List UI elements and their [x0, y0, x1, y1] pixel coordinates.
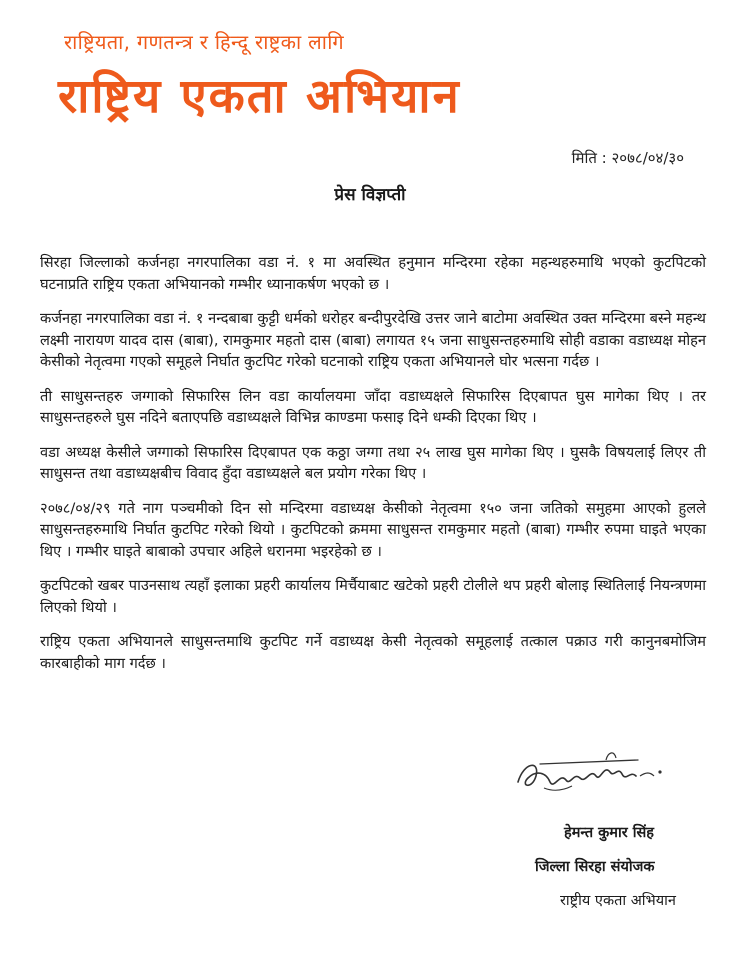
body-paragraph-1: सिरहा जिल्लाको कर्जनहा नगरपालिका वडा नं. १ मा अवस्थित हनुमान मन्दिरमा रहेका महन्थहरुमाथि भएको कुटपिटको घटनाप्रति राष्ट्रिय एकता अभियानको गम्भीर ध्यानाकर्षण भएको छ । [40, 254, 706, 293]
body-paragraph-6: कुटपिटको खबर पाउनसाथ त्यहाँ इलाका प्रहरी कार्यालय मिर्चैयाबाट खटेको प्रहरी टोलीले थप प्रहरी बोलाइ स्थितिलाई नियन्त्रणमा लिएको थियो । [40, 577, 706, 616]
header-slogan: राष्ट्रियता, गणतन्त्र र हिन्दू राष्ट्रका लागि [64, 30, 344, 54]
press-release-heading: प्रेस विज्ञप्ती [334, 185, 406, 205]
body-paragraph-5: २०७८/०४/२९ गते नाग पञ्चमीको दिन सो मन्दिरमा वडाध्यक्ष केसीको नेतृत्वमा १५० जना जतिको समुहमा आएको हुलले साधुसन्तहरुमाथि निर्घात कुटपिट गरेको थियो । कुटपिटको क्रममा साधुसन्त रामकुमार महतो (बाबा) गम्भीर रुपमा घाइते भएका थिए । गम्भीर घाइते बाबाको उपचार अहिले धरानमा भइरहेको छ । [40, 499, 706, 560]
press-release-body [40, 252, 706, 687]
signatory-name: हेमन्त कुमार सिंह [564, 825, 654, 841]
handwritten-signature [510, 742, 670, 806]
date-line: मिति : २०७८/०४/३० [571, 149, 684, 167]
body-paragraph-2: कर्जनहा नगरपालिका वडा नं. १ नन्दबाबा कुट्टी धर्मको धरोहर बन्दीपुरदेखि उत्तर जाने बाटोमा अवस्थित उक्त मन्दिरमा बस्ने महन्थ लक्ष्मी नारायण यादव दास (बाबा), रामकुमार महतो दास (बाबा) लगायत १५ जना साधुसन्तहरुमाथि सोही वडाका वडाध्यक्ष मोहन केसीको नेतृत्वमा गएको समूहले निर्घात कुटपिट गरेको घटनाको राष्ट्रिय एकता अभियानले घोर भत्सना गर्दछ । [40, 310, 706, 370]
body-paragraph-3: ती साधुसन्तहरु जग्गाको सिफारिस लिन वडा कार्यालयमा जाँदा वडाध्यक्षले सिफारिस दिएबापत घुस मागेका थिए । तर साधुसन्तहरुले घुस नदिने बताएपछि वडाध्यक्षले विभिन्न काण्डमा फसाइ दिने धम्की दिएका थिए । [40, 387, 706, 426]
body-paragraph-7: राष्ट्रिय एकता अभियानले साधुसन्तमाथि कुटपिट गर्ने वडाध्यक्ष केसी नेतृत्वको समूहलाई तत्काल पक्राउ गरी कानुनबमोजिम कारबाहीको माग गर्दछ । [40, 633, 706, 672]
signatory-title: जिल्ला सिरहा संयोजक [535, 859, 655, 875]
body-paragraph-4: वडा अध्यक्ष केसीले जग्गाको सिफारिस दिएबापत एक कठ्ठा जग्गा तथा २५ लाख घुस मागेका थिए । घुसकै विषयलाई लिएर ती साधुसन्त तथा वडाध्यक्षबीच विवाद हुँदा वडाध्यक्षले बल प्रयोग गरेका थिए । [40, 443, 706, 482]
signatory-organization: राष्ट्रीय एकता अभियान [560, 893, 676, 909]
organization-title: राष्ट्रिय एकता अभियान [58, 69, 461, 124]
